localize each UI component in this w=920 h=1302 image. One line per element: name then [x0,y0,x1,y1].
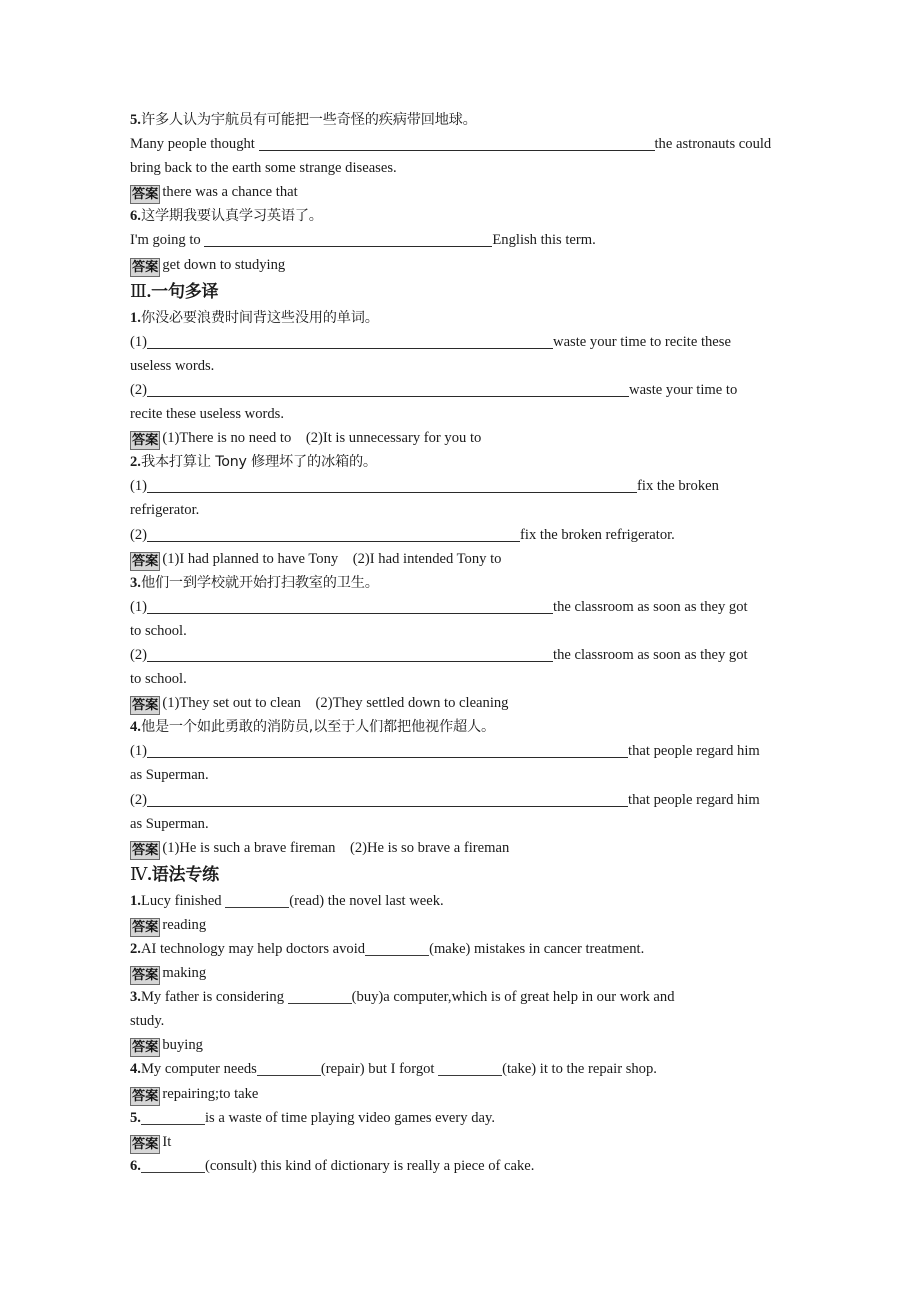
s3-item-3-variant-1-blank[interactable] [147,599,553,614]
s4-item-2-before: AI technology may help doctors avoid [140,941,366,957]
s3-item-4-variant-1-blank[interactable] [147,743,628,758]
s3-item-2-variant-2-after: fix the broken refrigerator. [520,526,675,543]
s3-item-4-variant-2-after: that people regard him [628,791,760,808]
s3-item-1-variant-2-continuation-text: recite these useless words. [130,406,284,423]
question-5-chinese: 许多人认为宇航员有可能把一些奇怪的疾病带回地球。 [140,112,477,128]
question-6-english-before: I'm going to [130,232,205,249]
s4-item-6-line [130,1154,792,1178]
s4-item-2-answer: making [162,965,207,982]
question-5-number: 5. [130,112,141,128]
question-6-answer-line [130,253,792,277]
section-4-title: 语法专练 [151,864,219,885]
s4-item-3-blank[interactable] [288,990,352,1004]
s4-item-4-answer-line [130,1082,792,1106]
s4-item-1-after: (read) the novel last week. [289,892,444,909]
s4-item-3-answer: buying [162,1037,203,1054]
question-6-english-line [130,228,792,252]
s4-item-3-number: 3. [130,989,141,1006]
s3-item-3-variant-1-line [130,595,792,619]
s3-item-2-variant-1-after: fix the broken [637,478,719,495]
s4-item-5-answer: It [162,1133,172,1150]
s4-item-2-after: (make) mistakes in cancer treatment. [429,941,645,957]
question-6-number: 6. [130,208,141,225]
s4-item-3-before: My father is considering [140,989,288,1006]
s4-item-2-number: 2. [130,941,141,957]
s4-item-5-after: is a waste of time playing video games every day. [204,1109,495,1126]
answer-badge: 答案 [132,1136,159,1152]
section-4-dot: . [147,863,152,884]
s4-item-2-answer-line [130,961,792,985]
s4-item-4-after: (take) it to the repair shop. [502,1061,657,1078]
s3-item-4-variant-2-continuation-text: as Superman. [130,815,209,832]
s4-item-1-answer: reading [162,916,207,933]
s3-item-3-variant-2-continuation-text: to school. [130,671,187,688]
answer-badge: 答案 [132,698,159,714]
s3-item-1-answer: (1)There is no need to (2)It is unnecessary for you to [162,430,482,447]
s3-item-3-answer-line [130,691,792,715]
s4-item-3-continuation: study. [130,1013,165,1030]
section-3-roman: Ⅲ [130,280,147,301]
s3-item-4-variant-1-after: that people regard him [628,743,760,760]
s3-item-1-variant-2-blank[interactable] [147,382,629,397]
s3-item-1-variant-1-after: waste your time to recite these [553,333,731,350]
s3-item-4-variant-2-marker: (2) [130,791,148,808]
s3-item-1-variant-1-marker: (1) [130,333,148,350]
s3-item-4-variant-2-line [130,788,792,812]
answer-badge: 答案 [132,433,159,449]
s3-item-1-answer-line [130,426,792,450]
section-3-dot: . [146,280,152,301]
s3-item-2-variant-2-line [130,523,792,547]
section-4-roman: Ⅳ [130,863,148,884]
s3-item-4-variant-2-blank[interactable] [147,792,628,807]
s3-item-3-variant-1-continuation [130,619,792,643]
s4-item-4-blank-2[interactable] [438,1062,502,1076]
s3-item-4-number: 4. [130,719,141,736]
s3-item-4-variant-1-continuation-text: as Superman. [130,767,209,784]
s3-item-2-answer: (1)I had planned to have Tony (2)I had intended Tony to [162,550,502,567]
question-6-blank[interactable] [204,232,492,247]
s3-item-1-chinese: 你没必要浪费时间背这些没用的单词。 [140,309,379,326]
s3-item-3-variant-2-after: the classroom as soon as they got [553,646,748,663]
s3-item-3-variant-2-marker: (2) [130,646,148,663]
question-5-english-line [130,132,792,156]
s3-item-1-variant-1-line [130,330,792,354]
s4-item-5-blank[interactable] [141,1111,205,1125]
s3-item-2-chinese-line [130,450,792,474]
question-5-english-after: the astronauts could [654,136,772,153]
section-4-heading [130,861,792,888]
answer-badge: 答案 [132,919,159,935]
s3-item-1-variant-1-continuation [130,354,792,378]
s3-item-1-variant-2-after: waste your time to [629,381,738,398]
question-6-chinese: 这学期我要认真学习英语了。 [140,208,323,225]
document-body [130,108,792,1178]
s3-item-1-chinese-line [130,306,792,330]
s4-item-3-after: (buy)a computer,which is of great help in our work and [351,989,675,1006]
question-5-answer-line [130,180,792,204]
s3-item-1-number: 1. [130,309,141,326]
s4-item-1-number: 1. [130,892,141,909]
s3-item-4-chinese: 他是一个如此勇敢的消防员,以至于人们都把他视作超人。 [140,719,495,736]
s4-item-5-number: 5. [130,1109,141,1126]
s3-item-2-variant-1-continuation [130,498,792,522]
s3-item-4-variant-1-continuation [130,763,792,787]
s4-item-5-answer-line [130,1130,792,1154]
question-5-continuation-line [130,156,792,180]
s3-item-1-variant-2-marker: (2) [130,381,148,398]
s3-item-1-variant-1-blank[interactable] [147,334,553,349]
section-3-heading [130,278,792,305]
question-5-chinese-line [130,108,792,132]
question-6-chinese-line [130,204,792,228]
s3-item-2-number: 2. [130,454,141,471]
s3-item-1-variant-2-continuation [130,402,792,426]
s4-item-4-blank-1[interactable] [257,1062,321,1076]
s4-item-6-number: 6. [130,1157,141,1174]
answer-badge: 答案 [132,187,159,203]
s3-item-3-chinese: 他们一到学校就开始打扫教室的卫生。 [140,574,379,591]
s4-item-1-answer-line [130,913,792,937]
s3-item-2-chinese: 我本打算让 Tony 修理坏了的冰箱的。 [140,454,377,471]
answer-badge: 答案 [132,968,159,984]
s3-item-4-variant-1-marker: (1) [130,743,148,760]
s3-item-3-variant-2-line [130,643,792,667]
s3-item-4-answer-line [130,836,792,860]
s4-item-4-line [130,1057,792,1081]
s3-item-3-variant-2-blank[interactable] [147,647,553,662]
s3-item-4-variant-2-continuation [130,812,792,836]
s3-item-3-variant-1-continuation-text: to school. [130,622,187,639]
s4-item-4-answer: repairing;to take [162,1085,259,1102]
s3-item-4-variant-1-line [130,739,792,763]
s4-item-1-blank[interactable] [225,894,289,908]
s4-item-1-before: Lucy finished [140,892,226,909]
s3-item-2-variant-1-continuation-text: refrigerator. [130,502,200,519]
s3-item-2-variant-2-marker: (2) [130,526,148,543]
s3-item-1-variant-1-continuation-text: useless words. [130,357,215,374]
s3-item-3-variant-2-continuation [130,667,792,691]
s3-item-4-answer: (1)He is such a brave fireman (2)He is so brave a fireman [162,839,510,856]
s4-item-3-answer-line [130,1033,792,1057]
section-3-title: 一句多译 [151,281,219,302]
question-5-blank[interactable] [259,136,655,151]
answer-badge: 答案 [132,842,159,858]
s3-item-3-number: 3. [130,574,141,591]
s3-item-2-variant-1-line [130,474,792,498]
s3-item-2-variant-2-blank[interactable] [147,527,520,542]
s3-item-2-answer-line [130,547,792,571]
s3-item-1-variant-2-line [130,378,792,402]
question-6-english-after: English this term. [492,232,596,249]
answer-badge: 答案 [132,1040,159,1056]
answer-badge: 答案 [132,259,159,275]
s3-item-2-variant-1-marker: (1) [130,478,148,495]
s3-item-4-chinese-line [130,715,792,739]
s4-item-3-line [130,985,792,1009]
s4-item-2-blank[interactable] [365,942,429,956]
s4-item-6-blank[interactable] [141,1159,205,1173]
question-5-english-before: Many people thought [130,136,259,153]
question-5-continuation: bring back to the earth some strange diseases. [130,160,397,177]
s4-item-5-line [130,1106,792,1130]
s4-item-2-line [130,937,792,961]
s3-item-3-variant-1-after: the classroom as soon as they got [553,598,748,615]
s4-item-6-after: (consult) this kind of dictionary is really a piece of cake. [204,1157,535,1174]
question-6-answer: get down to studying [162,256,286,273]
s4-item-3-continuation-line [130,1009,792,1033]
s3-item-3-variant-1-marker: (1) [130,598,148,615]
s4-item-4-number: 4. [130,1061,141,1078]
answer-badge: 答案 [132,553,159,569]
s3-item-3-chinese-line [130,571,792,595]
s4-item-4-before: My computer needs [140,1061,257,1078]
s4-item-1-line [130,889,792,913]
s3-item-3-answer: (1)They set out to clean (2)They settled down to cleaning [162,695,509,712]
s4-item-4-mid: (repair) but I forgot [320,1061,439,1078]
s3-item-2-variant-1-blank[interactable] [147,478,637,493]
answer-badge: 答案 [132,1088,159,1104]
question-5-answer: there was a chance that [162,184,298,201]
